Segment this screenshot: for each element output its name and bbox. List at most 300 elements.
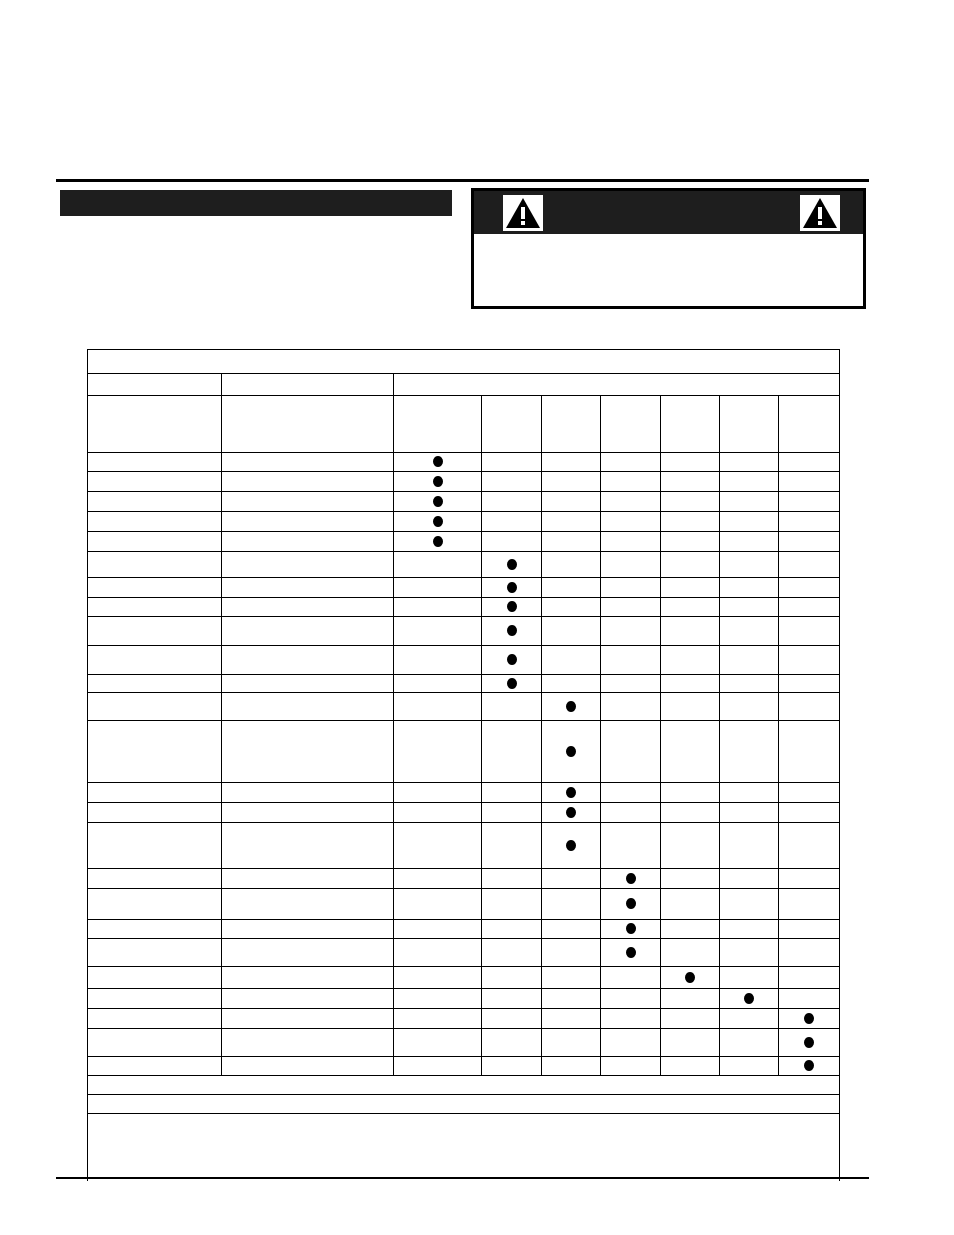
bullet-dot-icon [507,625,517,636]
row-cause [88,578,222,598]
mark-cell [394,617,482,646]
mark-cell [394,920,482,939]
table-footer-row [88,1095,840,1114]
mark-cell [720,721,779,783]
row-cause [88,1057,222,1076]
row-remedy [222,472,394,492]
mark-cell [394,1029,482,1057]
mark-cell [482,617,542,646]
row-cause [88,646,222,675]
mark-cell [661,1009,720,1029]
mark-cell [542,578,601,598]
mark-cell [542,675,601,693]
mark-cell [482,920,542,939]
row-remedy [222,552,394,578]
bullet-dot-icon [566,807,576,818]
bullet-dot-icon [507,559,517,570]
mark-cell [661,1057,720,1076]
mark-cell [661,1029,720,1057]
mark-cell [601,783,661,803]
mark-cell [482,939,542,967]
row-cause [88,617,222,646]
mark-cell [661,617,720,646]
row-remedy [222,967,394,989]
mark-cell [601,472,661,492]
row-remedy [222,453,394,472]
mark-cell [601,675,661,693]
bullet-dot-icon [566,746,576,757]
mark-cell [661,453,720,472]
mark-cell [720,1057,779,1076]
warning-title [554,191,783,234]
table-row [88,1057,840,1076]
mark-cell [394,889,482,920]
mark-cell [779,1009,840,1029]
column-label [779,396,840,453]
mark-cell [779,989,840,1009]
column-label [482,396,542,453]
mark-cell [779,1057,840,1076]
mark-cell [601,598,661,617]
mark-cell [720,1009,779,1029]
table-footer-note [88,1114,840,1181]
mark-cell [542,646,601,675]
mark-cell [661,552,720,578]
mark-cell [720,552,779,578]
mark-cell [542,823,601,869]
row-cause [88,492,222,512]
mark-cell [720,492,779,512]
table-row [88,646,840,675]
table-row [88,967,840,989]
bullet-dot-icon [507,601,517,612]
row-remedy [222,1057,394,1076]
row-cause [88,823,222,869]
mark-cell [482,453,542,472]
bullet-dot-icon [804,1060,814,1071]
mark-cell [779,646,840,675]
table-row [88,598,840,617]
row-remedy [222,512,394,532]
mark-cell [601,552,661,578]
mark-cell [601,1057,661,1076]
mark-cell [542,989,601,1009]
mark-cell [542,1009,601,1029]
mark-cell [542,617,601,646]
row-remedy [222,675,394,693]
mark-cell [779,721,840,783]
mark-cell [394,783,482,803]
mark-cell [482,1029,542,1057]
mark-cell [720,453,779,472]
mark-cell [720,646,779,675]
mark-cell [482,803,542,823]
header-col2 [222,374,394,396]
row-remedy [222,532,394,552]
mark-cell [394,492,482,512]
table-footer-note [88,1076,840,1095]
mark-cell [779,869,840,889]
bullet-dot-icon [626,947,636,958]
warning-triangle-icon [800,195,840,231]
mark-cell [482,823,542,869]
mark-cell [661,675,720,693]
table-row [88,783,840,803]
mark-cell [601,693,661,721]
mark-cell [601,989,661,1009]
row-cause [88,693,222,721]
mark-cell [394,1009,482,1029]
mark-cell [542,492,601,512]
mark-cell [779,453,840,472]
header-col-group [394,374,840,396]
mark-cell [482,675,542,693]
column-label-spacer [88,396,222,453]
mark-cell [542,532,601,552]
mark-cell [720,803,779,823]
mark-cell [394,472,482,492]
row-cause [88,721,222,783]
mark-cell [542,920,601,939]
mark-cell [779,598,840,617]
warning-header [474,191,863,234]
mark-cell [661,721,720,783]
table-row [88,721,840,783]
mark-cell [601,889,661,920]
mark-cell [720,869,779,889]
row-cause [88,453,222,472]
mark-cell [779,472,840,492]
mark-cell [779,1029,840,1057]
mark-cell [394,646,482,675]
bullet-dot-icon [566,701,576,712]
mark-cell [779,512,840,532]
table-title-row [88,350,840,374]
mark-cell [720,783,779,803]
bullet-dot-icon [566,840,576,851]
mark-cell [720,532,779,552]
mark-cell [394,967,482,989]
table-row [88,939,840,967]
bullet-dot-icon [685,972,695,983]
mark-cell [661,967,720,989]
mark-cell [394,823,482,869]
column-label [542,396,601,453]
row-remedy [222,1029,394,1057]
row-cause [88,552,222,578]
mark-cell [779,783,840,803]
mark-cell [542,939,601,967]
warning-triangle-icon [503,195,543,231]
mark-cell [482,1009,542,1029]
mark-cell [542,783,601,803]
bottom-rule [56,1177,869,1179]
mark-cell [779,675,840,693]
row-remedy [222,693,394,721]
table-row [88,578,840,598]
table-row [88,617,840,646]
row-cause [88,472,222,492]
row-cause [88,1009,222,1029]
mark-cell [779,552,840,578]
table-row [88,492,840,512]
mark-cell [720,989,779,1009]
row-cause [88,989,222,1009]
row-cause [88,803,222,823]
mark-cell [720,693,779,721]
mark-cell [661,823,720,869]
bullet-dot-icon [626,898,636,909]
table-title [88,350,840,374]
header-col1 [88,374,222,396]
mark-cell [720,617,779,646]
mark-cell [482,721,542,783]
row-cause [88,598,222,617]
row-remedy [222,869,394,889]
row-remedy [222,989,394,1009]
table-row [88,552,840,578]
table-row [88,675,840,693]
bullet-dot-icon [433,476,443,487]
row-remedy [222,721,394,783]
mark-cell [779,693,840,721]
mark-cell [779,803,840,823]
mark-cell [394,869,482,889]
mark-cell [720,1029,779,1057]
mark-cell [601,646,661,675]
row-cause [88,1029,222,1057]
mark-cell [542,1057,601,1076]
mark-cell [601,823,661,869]
mark-cell [394,1057,482,1076]
table-footer-note [88,1095,840,1114]
column-label-row [88,396,840,453]
bullet-dot-icon [507,654,517,665]
mark-cell [779,492,840,512]
row-remedy [222,646,394,675]
mark-cell [601,578,661,598]
bullet-dot-icon [566,787,576,798]
bullet-dot-icon [804,1013,814,1024]
mark-cell [482,889,542,920]
top-rule [56,179,869,182]
mark-cell [779,889,840,920]
mark-cell [542,721,601,783]
mark-cell [482,967,542,989]
mark-cell [482,512,542,532]
mark-cell [482,989,542,1009]
mark-cell [394,453,482,472]
row-remedy [222,889,394,920]
mark-cell [542,1029,601,1057]
mark-cell [394,803,482,823]
mark-cell [394,939,482,967]
table-row [88,920,840,939]
mark-cell [601,1009,661,1029]
mark-cell [542,803,601,823]
row-remedy [222,578,394,598]
column-label [394,396,482,453]
mark-cell [779,939,840,967]
mark-cell [779,920,840,939]
mark-cell [779,823,840,869]
mark-cell [482,492,542,512]
mark-cell [542,889,601,920]
column-label-spacer [222,396,394,453]
mark-cell [482,532,542,552]
mark-cell [482,472,542,492]
mark-cell [394,598,482,617]
bullet-dot-icon [626,873,636,884]
mark-cell [720,472,779,492]
row-cause [88,920,222,939]
mark-cell [601,1029,661,1057]
table-row [88,532,840,552]
mark-cell [661,939,720,967]
mark-cell [542,693,601,721]
table-row [88,472,840,492]
column-label [720,396,779,453]
row-cause [88,939,222,967]
bullet-dot-icon [507,582,517,593]
bullet-dot-icon [507,678,517,689]
bullet-dot-icon [433,456,443,467]
table-row [88,453,840,472]
table-row [88,989,840,1009]
bullet-dot-icon [744,993,754,1004]
column-label [661,396,720,453]
mark-cell [394,552,482,578]
table-row [88,869,840,889]
mark-cell [661,869,720,889]
mark-cell [601,967,661,989]
mark-cell [661,783,720,803]
mark-cell [601,869,661,889]
mark-cell [394,578,482,598]
table-row [88,803,840,823]
mark-cell [601,803,661,823]
mark-cell [394,532,482,552]
bullet-dot-icon [433,516,443,527]
table-row [88,693,840,721]
row-remedy [222,598,394,617]
row-cause [88,783,222,803]
mark-cell [661,532,720,552]
column-label [601,396,661,453]
mark-cell [661,989,720,1009]
mark-cell [779,532,840,552]
mark-cell [661,646,720,675]
row-cause [88,967,222,989]
mark-cell [720,939,779,967]
bullet-dot-icon [433,536,443,547]
mark-cell [720,512,779,532]
mark-cell [601,939,661,967]
bullet-dot-icon [433,496,443,507]
mark-cell [601,617,661,646]
mark-cell [661,889,720,920]
mark-cell [661,578,720,598]
row-cause [88,889,222,920]
mark-cell [720,598,779,617]
mark-cell [482,552,542,578]
mark-cell [601,492,661,512]
mark-cell [720,889,779,920]
mark-cell [482,578,542,598]
table-row [88,512,840,532]
row-remedy [222,617,394,646]
row-remedy [222,1009,394,1029]
row-remedy [222,803,394,823]
table-row [88,889,840,920]
mark-cell [661,472,720,492]
mark-cell [720,823,779,869]
mark-cell [661,803,720,823]
mark-cell [542,967,601,989]
mark-cell [542,869,601,889]
row-cause [88,532,222,552]
mark-cell [482,646,542,675]
mark-cell [661,512,720,532]
mark-cell [542,552,601,578]
row-cause [88,675,222,693]
mark-cell [482,598,542,617]
table-row [88,1009,840,1029]
mark-cell [720,675,779,693]
mark-cell [394,512,482,532]
warning-box [471,188,866,309]
mark-cell [601,532,661,552]
mark-cell [779,578,840,598]
mark-cell [542,512,601,532]
mark-cell [542,472,601,492]
table-row [88,823,840,869]
row-remedy [222,492,394,512]
table-footer-row [88,1114,840,1181]
mark-cell [482,1057,542,1076]
mark-cell [601,721,661,783]
mark-cell [482,693,542,721]
mark-cell [661,492,720,512]
mark-cell [661,920,720,939]
row-remedy [222,920,394,939]
row-remedy [222,783,394,803]
mark-cell [482,869,542,889]
bullet-dot-icon [804,1037,814,1048]
mark-cell [394,675,482,693]
mark-cell [779,967,840,989]
mark-cell [601,453,661,472]
mark-cell [720,920,779,939]
row-remedy [222,823,394,869]
mark-cell [542,598,601,617]
table-header-row [88,374,840,396]
mark-cell [720,967,779,989]
table-footer-row [88,1076,840,1095]
mark-cell [779,617,840,646]
mark-cell [542,453,601,472]
mark-cell [601,512,661,532]
troubleshooting-table [87,349,840,1181]
mark-cell [394,721,482,783]
row-cause [88,869,222,889]
mark-cell [661,693,720,721]
section-heading-bar [60,190,452,216]
bullet-dot-icon [626,923,636,934]
table-row [88,1029,840,1057]
mark-cell [482,783,542,803]
mark-cell [394,693,482,721]
